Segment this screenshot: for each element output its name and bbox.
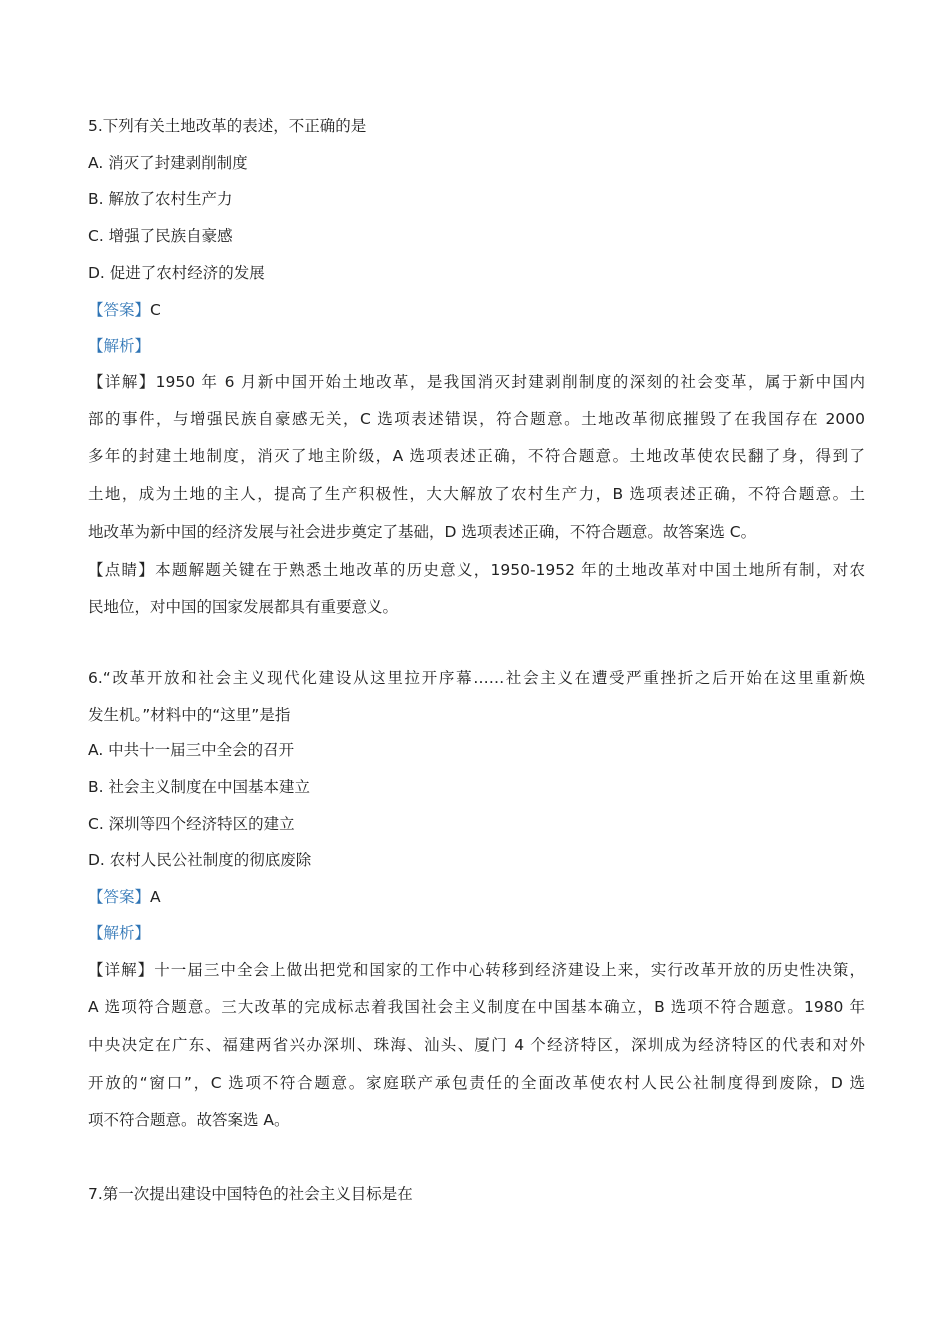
q5-comment-tag: 【点睛】	[88, 561, 156, 579]
q6-option-d: D. 农村人民公社制度的彻底废除	[88, 851, 312, 869]
q5-detail-line-2: 部的事件，与增强民族自豪感无关，C 选项表述错误，符合题意。土地改革彻底摧毁了在我国存在 2000	[88, 410, 865, 428]
q5-answer-tag: 【答案】	[88, 301, 151, 319]
q5-answer	[88, 300, 161, 320]
q6-option-a: A. 中共十一届三中全会的召开	[88, 741, 295, 759]
q7-stem: 7.第一次提出建设中国特色的社会主义目标是在	[88, 1185, 413, 1203]
q6-detail-text-1: 十一届三中全会上做出把党和国家的工作中心转移到经济建设上来，实行改革开放的历史性决策，	[154, 961, 865, 979]
q5-option-a: A. 消灭了封建剥削制度	[88, 154, 248, 172]
q6-stem-line-1: 6.“改革开放和社会主义现代化建设从这里拉开序幕……社会主义在遭受严重挫折之后开始在这里重新焕	[88, 669, 865, 687]
q5-detail-line-1	[88, 372, 865, 392]
q5-comment-line-2: 民地位，对中国的国家发展都具有重要意义。	[88, 598, 399, 616]
q6-answer-value: A	[150, 888, 161, 906]
q5-comment-text-1: 本题解题关键在于熟悉土地改革的历史意义，1950-1952 年的土地改革对中国土地所有制，对农	[155, 561, 865, 579]
q5-detail-line-3: 多年的封建土地制度，消灭了地主阶级，A 选项表述正确，不符合题意。土地改革使农民翻了身，得到了	[88, 447, 865, 465]
q5-stem: 5.下列有关土地改革的表述，不正确的是	[88, 117, 367, 135]
q6-detail-line-1	[88, 960, 865, 980]
q5-comment-line-1	[88, 560, 865, 580]
q6-analysis-tag: 【解析】	[88, 924, 151, 942]
q5-detail-tag: 【详解】	[88, 373, 156, 391]
q5-detail-line-4: 土地，成为土地的主人，提高了生产积极性，大大解放了农村生产力，B 选项表述正确，不符合题意。土	[88, 485, 865, 503]
q5-option-d: D. 促进了农村经济的发展	[88, 264, 265, 282]
q6-stem-line-2: 发生机。”材料中的“这里”是指	[88, 706, 291, 724]
q6-detail-line-3: 中央决定在广东、福建两省兴办深圳、珠海、汕头、厦门 4 个经济特区，深圳成为经济特区的代表和对外	[88, 1036, 865, 1054]
q5-analysis-tag: 【解析】	[88, 337, 151, 355]
q6-answer-tag: 【答案】	[88, 888, 151, 906]
q6-detail-line-2: A 选项符合题意。三大改革的完成标志着我国社会主义制度在中国基本确立，B 选项不符合题意。1980 年	[88, 998, 865, 1016]
q5-detail-text-1: 1950 年 6 月新中国开始土地改革，是我国消灭封建剥削制度的深刻的社会变革，属于新中国内	[155, 373, 865, 391]
q5-detail-line-5: 地改革为新中国的经济发展与社会进步奠定了基础，D 选项表述正确，不符合题意。故答案选 C。	[88, 523, 757, 541]
q5-option-c: C. 增强了民族自豪感	[88, 227, 233, 245]
q5-answer-value: C	[150, 301, 161, 319]
q6-answer	[88, 887, 161, 907]
q6-option-c: C. 深圳等四个经济特区的建立	[88, 815, 295, 833]
q6-detail-line-4: 开放的“窗口”，C 选项不符合题意。家庭联产承包责任的全面改革使农村人民公社制度得到废除，D 选	[88, 1074, 865, 1092]
q6-detail-line-5: 项不符合题意。故答案选 A。	[88, 1111, 290, 1129]
q5-option-b: B. 解放了农村生产力	[88, 190, 233, 208]
q6-option-b: B. 社会主义制度在中国基本建立	[88, 778, 310, 796]
q6-detail-tag: 【详解】	[88, 961, 155, 979]
